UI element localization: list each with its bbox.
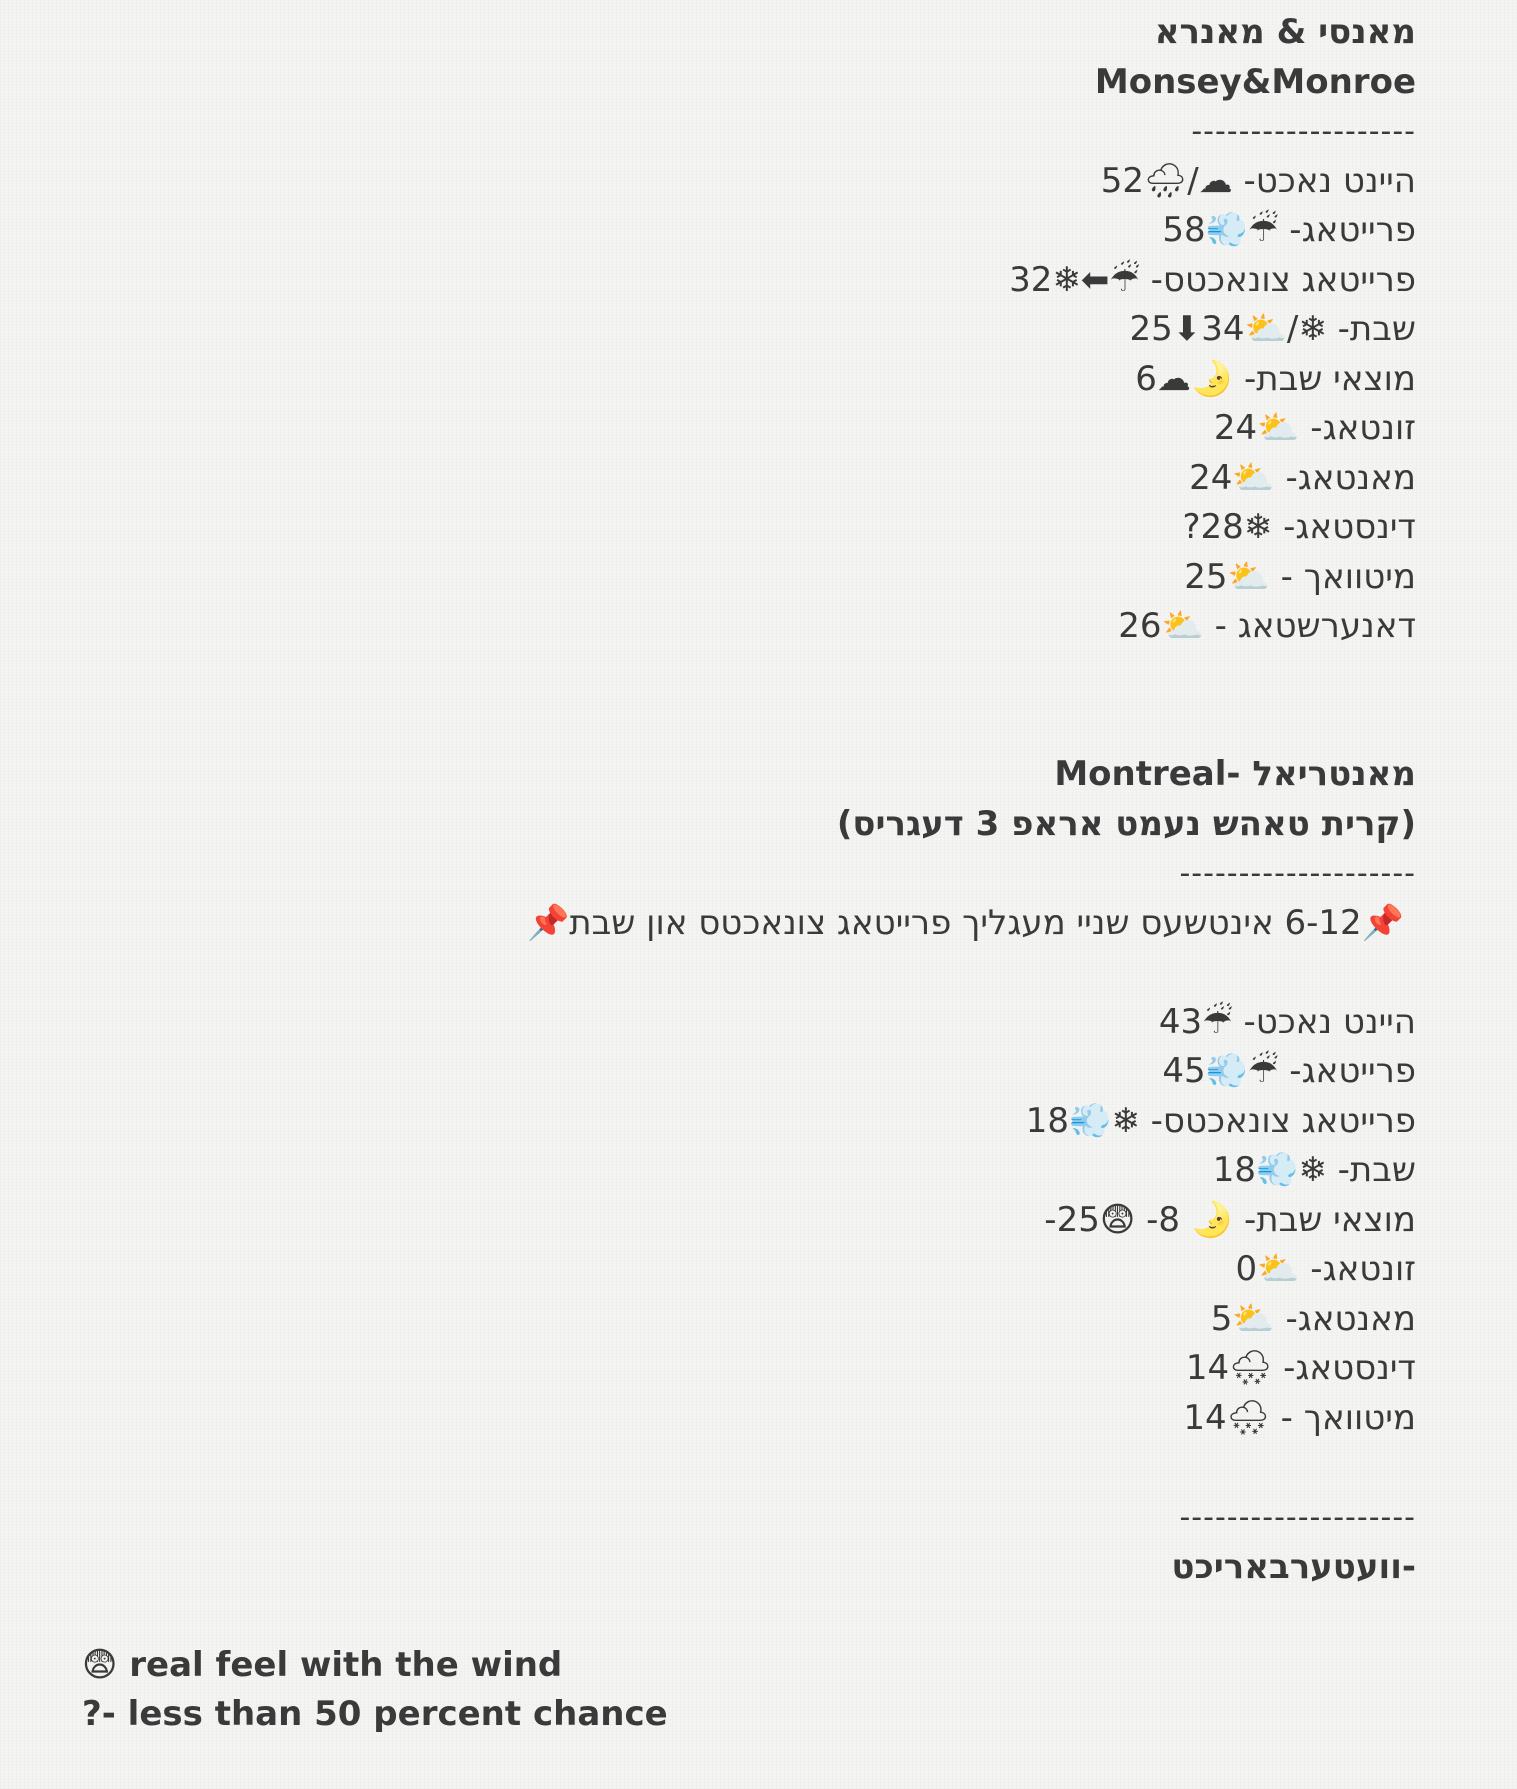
footer-divider: -------------------- [1179, 1500, 1416, 1535]
signature: -וועטערבאריכט [1171, 1546, 1416, 1587]
monsey-forecast-row: פרייטאג- ☔💨58 [1162, 210, 1416, 250]
monsey-title-hebrew: מאנסי & מאנרא [1154, 12, 1416, 52]
footer-section [1171, 1493, 1416, 1592]
legend-chance: ?- less than 50 percent chance [82, 1694, 668, 1734]
montreal-forecast-row: דינסטאג- 🌨14 [1185, 1348, 1416, 1388]
montreal-forecast-row: מאנטאג- ⛅5 [1210, 1298, 1416, 1339]
monsey-forecast-row: דינסטאג- ❄28? [1182, 507, 1416, 547]
monsey-forecast-row: דאנערשטאג - ⛅26 [1118, 606, 1416, 646]
monsey-forecast-row: מאנטאג- ⛅24 [1189, 457, 1416, 498]
spacer [527, 948, 1416, 998]
montreal-forecast-row: מוצאי שבת- 🌛 8- 😨25- [1044, 1199, 1416, 1240]
monsey-forecast-row: זונטאג- ⛅24 [1213, 408, 1416, 448]
monsey-forecast-row: פרייטאג צונאכטס- ☔⬅❄32 [1009, 259, 1416, 300]
montreal-divider: -------------------- [1179, 856, 1416, 891]
monsey-title-english: Monsey&Monroe [1094, 61, 1416, 102]
montreal-forecast-row: פרייטאג- ☔💨45 [1162, 1051, 1416, 1091]
montreal-forecast-row: זונטאג- ⛅0 [1235, 1249, 1416, 1289]
monsey-forecast-row: מיטוואך - ⛅25 [1184, 556, 1416, 597]
montreal-section [527, 750, 1416, 1443]
monsey-forecast-row: שבת- ❄/⛅34⬇25 [1129, 309, 1416, 349]
legend-real-feel: 😨 real feel with the wind [82, 1645, 563, 1685]
montreal-forecast-row: מיטוואך - 🌨14 [1183, 1397, 1416, 1438]
monsey-forecast-row: מוצאי שבת- 🌛☁6 [1135, 358, 1416, 399]
montreal-title: מאנטריאל -Montreal [1054, 754, 1416, 794]
montreal-forecast-row: היינט נאכט- ☔43 [1158, 1001, 1416, 1042]
monsey-forecast-row: היינט נאכט- ☁/🌧52 [1100, 160, 1416, 201]
monsey-monroe-section [1009, 8, 1416, 652]
montreal-subtitle: (קרית טאהש נעמט אראפ 3 דעגריס) [836, 803, 1416, 844]
monsey-divider: ------------------- [1191, 114, 1416, 149]
montreal-snow-note: 📌6-12 אינטשעס שניי מעגליך פרייטאג צונאכטס און שבת📌 [526, 902, 1404, 943]
montreal-forecast-row: שבת- ❄💨18 [1212, 1150, 1416, 1190]
montreal-forecast-row: פרייטאג צונאכטס- ❄💨18 [1025, 1100, 1416, 1141]
